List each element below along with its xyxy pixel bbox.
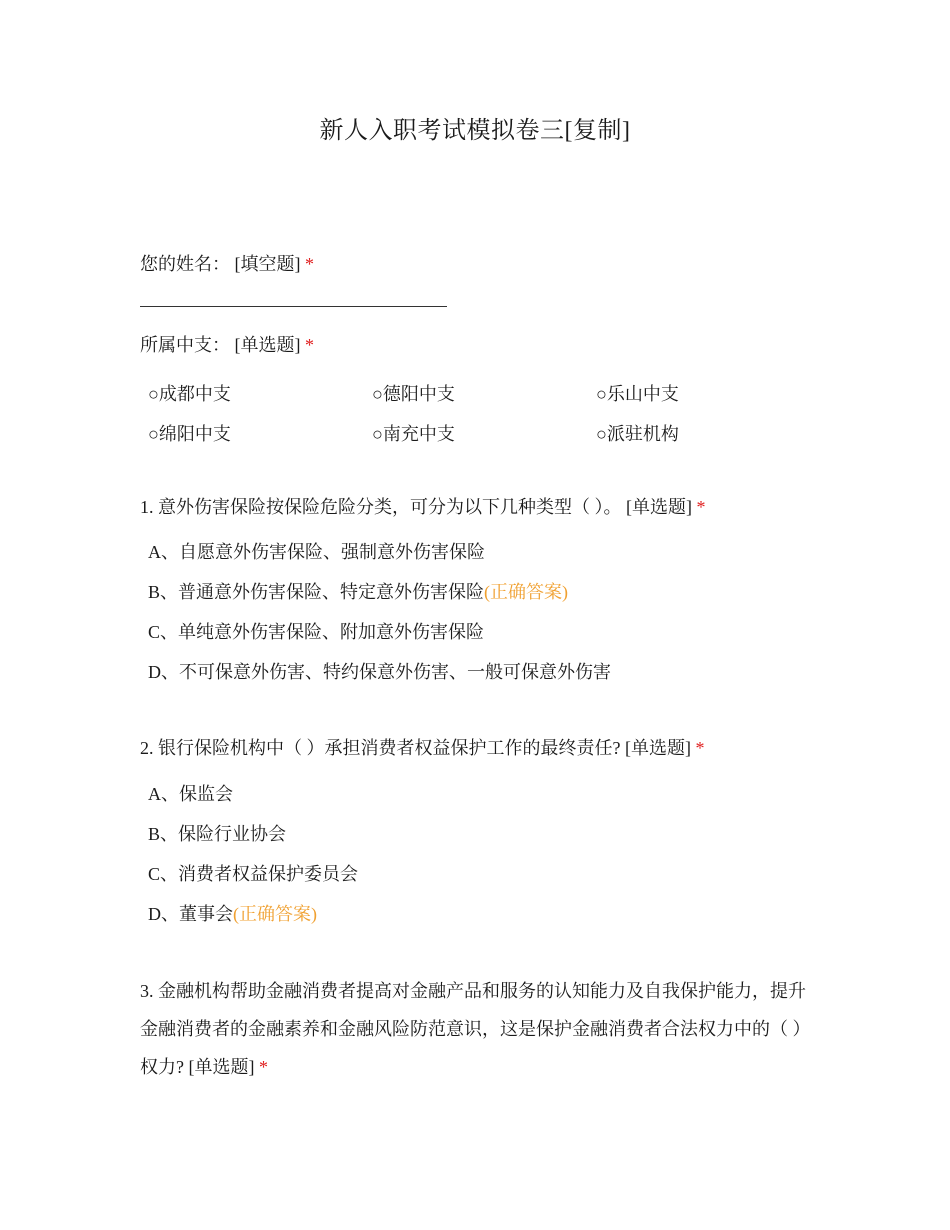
question-type-tag: [单选题] bbox=[234, 335, 301, 355]
question-2-options bbox=[148, 774, 358, 934]
question-type-tag: [填空题] bbox=[234, 254, 301, 274]
option-text: B、普通意外伤害保险、特定意外伤害保险 bbox=[148, 582, 485, 602]
question-3 bbox=[140, 972, 820, 1086]
required-mark: * bbox=[305, 335, 314, 355]
answer-option[interactable] bbox=[148, 814, 358, 854]
radio-option[interactable]: ○成都中支 bbox=[148, 384, 231, 404]
option-text: A、保监会 bbox=[148, 784, 233, 804]
radio-option[interactable]: ○南充中支 bbox=[372, 424, 455, 444]
question-text: 2. 银行保险机构中（ ）承担消费者权益保护工作的最终责任? bbox=[140, 738, 621, 758]
question-1 bbox=[140, 488, 820, 526]
answer-option[interactable] bbox=[148, 612, 611, 652]
required-mark: * bbox=[696, 497, 706, 517]
option-text: B、保险行业协会 bbox=[148, 824, 287, 844]
correct-answer-label: (正确答案) bbox=[233, 904, 317, 924]
question-2 bbox=[140, 729, 820, 767]
question-type-tag: [单选题] bbox=[626, 497, 692, 517]
option-text: A、自愿意外伤害保险、强制意外伤害保险 bbox=[148, 542, 485, 562]
answer-option[interactable] bbox=[148, 854, 358, 894]
question-text: 1. 意外伤害保险按保险危险分类，可分为以下几种类型（ ）。 bbox=[140, 497, 622, 517]
name-question bbox=[140, 245, 820, 283]
option-text: C、单纯意外伤害保险、附加意外伤害保险 bbox=[148, 622, 485, 642]
required-mark: * bbox=[695, 738, 705, 758]
question-type-tag: [单选题] bbox=[625, 738, 691, 758]
required-mark: * bbox=[259, 1057, 268, 1077]
option-text: D、董事会 bbox=[148, 904, 233, 924]
answer-option[interactable] bbox=[148, 532, 611, 572]
question-label: 所属中支： bbox=[140, 335, 230, 355]
page-title: 新人入职考试模拟卷三[复制] bbox=[319, 118, 631, 144]
radio-option[interactable]: ○绵阳中支 bbox=[148, 424, 231, 444]
name-input-line[interactable] bbox=[140, 306, 447, 307]
question-text: 3. 金融机构帮助金融消费者提高对金融产品和服务的认知能力及自我保护能力，提升金融消费者的金融素养和金融风险防范意识，这是保护金融消费者合法权力中的（ ）权力? bbox=[140, 981, 811, 1077]
branch-question bbox=[140, 326, 820, 364]
required-mark: * bbox=[305, 254, 314, 274]
radio-option[interactable]: ○乐山中支 bbox=[596, 384, 679, 404]
answer-option[interactable] bbox=[148, 572, 611, 612]
question-type-tag: [单选题] bbox=[188, 1057, 255, 1077]
radio-option[interactable]: ○派驻机构 bbox=[596, 424, 679, 444]
question-label: 您的姓名： bbox=[140, 254, 230, 274]
answer-option[interactable] bbox=[148, 652, 611, 692]
radio-option[interactable]: ○德阳中支 bbox=[372, 384, 455, 404]
answer-option[interactable] bbox=[148, 774, 358, 814]
question-1-options bbox=[148, 532, 611, 692]
correct-answer-label: (正确答案) bbox=[484, 582, 569, 602]
option-text: D、不可保意外伤害、特约保意外伤害、一般可保意外伤害 bbox=[148, 662, 611, 682]
answer-option[interactable] bbox=[148, 894, 358, 934]
option-text: C、消费者权益保护委员会 bbox=[148, 864, 359, 884]
